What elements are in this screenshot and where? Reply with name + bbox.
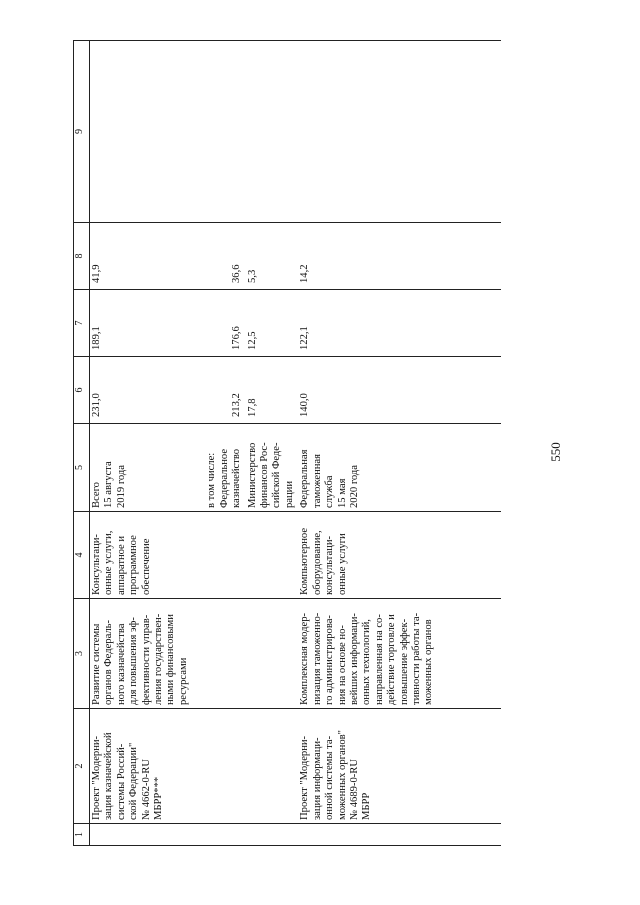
column-header: 6 bbox=[74, 357, 90, 424]
column-header: 4 bbox=[74, 512, 90, 599]
rotated-table-wrapper bbox=[73, 41, 624, 846]
column-header: 1 bbox=[74, 824, 90, 846]
value-col8: 14,2 bbox=[298, 223, 437, 290]
table-row bbox=[90, 41, 193, 846]
column-header: 7 bbox=[74, 290, 90, 357]
column-header: 2 bbox=[74, 709, 90, 824]
value-col7: 189,1 bbox=[90, 290, 193, 357]
cell-num bbox=[298, 824, 437, 846]
loans-table bbox=[73, 40, 501, 846]
value-col7: 122,1 bbox=[298, 290, 437, 357]
project-goal: Развитие системы органов Федераль- ного казначейства для повышения эф- фективности управ- ления государствен- ными финансовыми ресурсами bbox=[90, 599, 193, 709]
value-col6: 231,0 bbox=[90, 357, 193, 424]
project-name: Проект "Модерни- зация информаци- онной системы та- моженных органов" № 4689-0-RU МБРР bbox=[298, 709, 437, 824]
cell-num bbox=[90, 824, 193, 846]
project-name: Проект "Модерни- зация казначейской системы Россий- ской Федерации" № 4662-0-RU МБРР*** bbox=[90, 709, 193, 824]
table-row bbox=[246, 41, 299, 846]
value-col8: 41,9 bbox=[90, 223, 193, 290]
procurement-items: Компьютерное оборудование, консультаци- онные услуги bbox=[298, 512, 437, 599]
value-col8: 36,6 bbox=[192, 223, 245, 290]
value-col6: 140,0 bbox=[298, 357, 437, 424]
page-number: 550 bbox=[548, 442, 563, 462]
subrow-label: Министерство финансов Рос- сийской Феде- рации bbox=[246, 424, 299, 512]
column-header: 9 bbox=[74, 41, 90, 223]
value-col9 bbox=[90, 41, 193, 223]
table-row bbox=[298, 41, 437, 846]
value-col9 bbox=[298, 41, 437, 223]
value-col6: 17,8 bbox=[246, 357, 299, 424]
value-col7: 12,5 bbox=[246, 290, 299, 357]
column-header: 8 bbox=[74, 223, 90, 290]
column-number-row bbox=[74, 41, 90, 846]
column-header: 3 bbox=[74, 599, 90, 709]
table-row-filler bbox=[438, 41, 501, 846]
project-goal: Комплексная модер- низация таможенно- го администрирова- ния на основе но- вейших информаци- онных технологий, направленная на со- действие торговле и повышение эффек- тивности работы та- моженных органов bbox=[298, 599, 437, 709]
value-col7: 176,6 bbox=[192, 290, 245, 357]
column-header: 5 bbox=[74, 424, 90, 512]
borrower-and-date: Всего 15 августа 2019 года bbox=[90, 424, 193, 512]
table-row bbox=[192, 41, 245, 846]
value-col8: 5,3 bbox=[246, 223, 299, 290]
procurement-items: Консультаци- онные услуги, аппаратное и программное обеспечение bbox=[90, 512, 193, 599]
value-col6: 213,2 bbox=[192, 357, 245, 424]
borrower-and-date: Федеральная таможенная служба 15 мая 2020 года bbox=[298, 424, 437, 512]
subrow-label: в том числе: Федеральное казначейство bbox=[192, 424, 245, 512]
